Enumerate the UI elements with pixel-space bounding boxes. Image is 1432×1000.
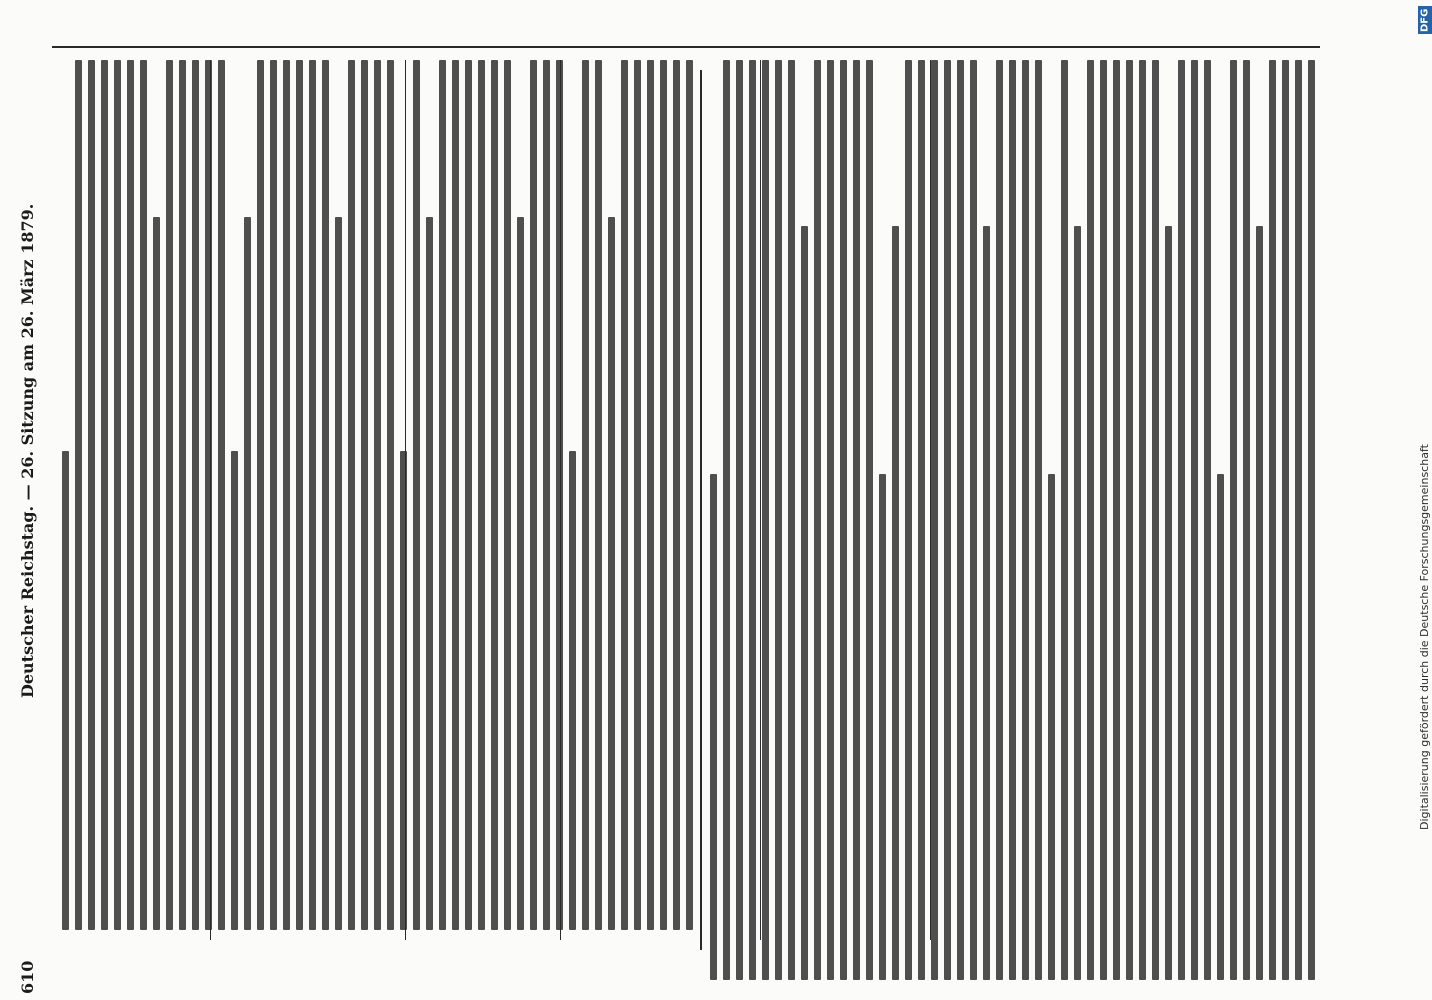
- left-column-text-line: [439, 60, 446, 930]
- digitization-note: Digitalisierung gefördert durch die Deutsche Forschungsgemeinschaft: [1418, 444, 1431, 830]
- right-column-text-line: [1282, 60, 1289, 980]
- right-column-text-line: [788, 60, 795, 980]
- paragraph-spacer: [210, 60, 211, 940]
- right-column-text-line: [983, 226, 990, 980]
- left-column-text-line: [231, 451, 238, 930]
- left-column-text-line: [75, 60, 82, 930]
- page-number: 610: [18, 960, 37, 994]
- right-column-text-line: [866, 60, 873, 980]
- right-column-text-line: [1243, 60, 1250, 980]
- right-column-text-line: [1256, 226, 1263, 980]
- left-column-text-line: [361, 60, 368, 930]
- right-column-text-line: [1074, 226, 1081, 980]
- right-column-text-line: [1087, 60, 1094, 980]
- left-column-text-line: [582, 60, 589, 930]
- left-column-text-line: [530, 60, 537, 930]
- right-column-text-line: [1035, 60, 1042, 980]
- right-column-text-line: [905, 60, 912, 980]
- right-column-text-line: [762, 60, 769, 980]
- right-column-text-line: [1113, 60, 1120, 980]
- right-column-text-line: [1295, 60, 1302, 980]
- left-column-text-line: [296, 60, 303, 930]
- left-column-text-line: [647, 60, 654, 930]
- right-column-text-line: [879, 474, 886, 980]
- left-column-text-line: [543, 60, 550, 930]
- right-column-text-line: [1269, 60, 1276, 980]
- right-column-text-line: [1126, 60, 1133, 980]
- left-column-text-line: [283, 60, 290, 930]
- dfg-logo: DFG: [1418, 6, 1432, 34]
- left-column-text-line: [244, 217, 251, 930]
- left-column-text-line: [322, 60, 329, 930]
- left-column-text-line: [504, 60, 511, 930]
- right-column-text-line: [749, 60, 756, 980]
- left-column-text-line: [101, 60, 108, 930]
- right-column-text-line: [1100, 60, 1107, 980]
- left-column-text-line: [335, 217, 342, 930]
- right-column-text-line: [814, 60, 821, 980]
- left-column-text-line: [309, 60, 316, 930]
- right-column-text-line: [736, 60, 743, 980]
- right-column-text-line: [1061, 60, 1068, 980]
- left-column-text-line: [686, 60, 693, 930]
- left-column-text-line: [621, 60, 628, 930]
- right-column-text-line: [970, 60, 977, 980]
- left-column-text-line: [257, 60, 264, 930]
- running-title: Deutscher Reichstag. — 26. Sitzung am 26. März 1879.: [18, 203, 37, 698]
- left-column-text-line: [634, 60, 641, 930]
- right-column-text-line: [1178, 60, 1185, 980]
- left-column-text-line: [491, 60, 498, 930]
- left-column-text-line: [114, 60, 121, 930]
- paragraph-spacer: [405, 60, 406, 940]
- left-column-text-line: [426, 217, 433, 930]
- left-column-text-line: [608, 217, 615, 930]
- left-column-text-line: [62, 451, 69, 930]
- paragraph-spacer: [930, 60, 931, 940]
- right-column-text-line: [1308, 60, 1315, 980]
- paragraph-spacer: [560, 60, 561, 940]
- column-divider: [700, 70, 702, 950]
- right-column-text-line: [827, 60, 834, 980]
- left-column-text-line: [595, 60, 602, 930]
- left-column-text-line: [192, 60, 199, 930]
- left-column-text-line: [88, 60, 95, 930]
- right-column-text-line: [1139, 60, 1146, 980]
- right-column-text-line: [1009, 60, 1016, 980]
- right-column-text-line: [1048, 474, 1055, 980]
- left-column-text-line: [569, 451, 576, 930]
- left-column-text-line: [452, 60, 459, 930]
- right-column-text-line: [853, 60, 860, 980]
- right-column-text-line: [1022, 60, 1029, 980]
- right-column-text-line: [840, 60, 847, 980]
- left-column-text-line: [465, 60, 472, 930]
- right-column-text-line: [1191, 60, 1198, 980]
- left-column-text-line: [179, 60, 186, 930]
- left-column-text-line: [374, 60, 381, 930]
- right-column-text-line: [1217, 474, 1224, 980]
- right-column-text-line: [1204, 60, 1211, 980]
- left-column-text-line: [127, 60, 134, 930]
- left-column-text-line: [413, 60, 420, 930]
- left-column-text-line: [517, 217, 524, 930]
- left-column-text-line: [673, 60, 680, 930]
- right-column-text-line: [723, 60, 730, 980]
- left-column-text-line: [270, 60, 277, 930]
- right-column-text-line: [775, 60, 782, 980]
- paragraph-spacer: [760, 60, 761, 940]
- left-column-text-line: [478, 60, 485, 930]
- left-column-text-line: [348, 60, 355, 930]
- left-column-text-line: [660, 60, 667, 930]
- right-column-text-line: [1230, 60, 1237, 980]
- right-column-text-line: [996, 60, 1003, 980]
- right-column-text-line: [944, 60, 951, 980]
- right-column-text-line: [710, 474, 717, 980]
- right-column-text-line: [918, 60, 925, 980]
- left-column-text-line: [387, 60, 394, 930]
- header-rule: [52, 46, 1320, 48]
- right-column-text-line: [892, 226, 899, 980]
- left-column-text-line: [140, 60, 147, 930]
- right-column-text-line: [801, 226, 808, 980]
- right-column-text-line: [931, 60, 938, 980]
- right-column-text-line: [1165, 226, 1172, 980]
- left-column-text-line: [166, 60, 173, 930]
- left-column-text-line: [153, 217, 160, 930]
- left-column-text-line: [218, 60, 225, 930]
- right-column-text-line: [1152, 60, 1159, 980]
- right-column-text-line: [957, 60, 964, 980]
